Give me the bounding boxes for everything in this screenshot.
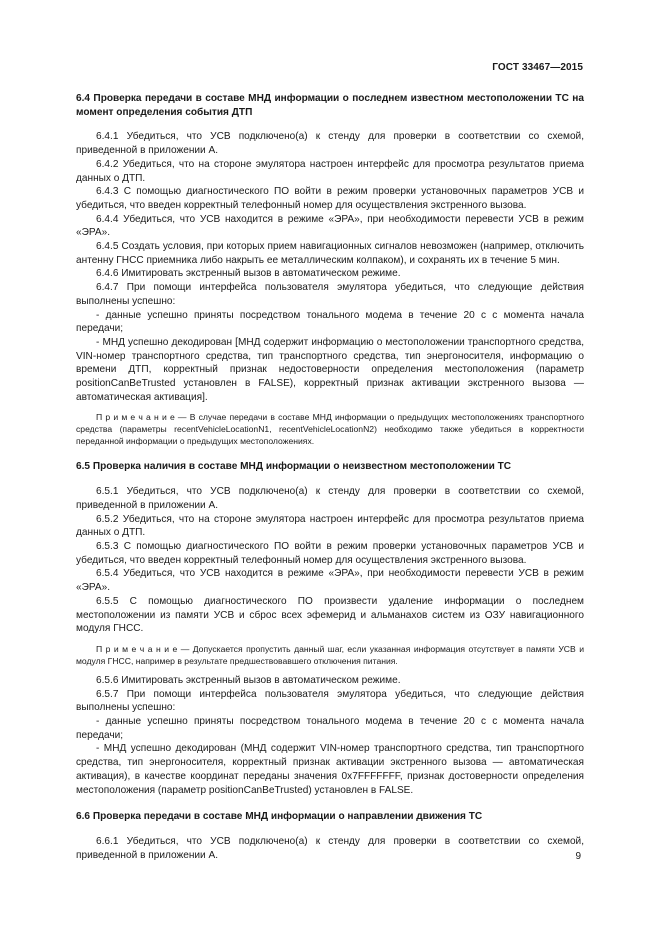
- paragraph-6-4-2: 6.4.2 Убедиться, что на стороне эмулятора настроен интерфейс для просмотра результатов приема данных о ДТП.: [76, 158, 584, 184]
- section-6-5-title: 6.5 Проверка наличия в составе МНД информации о неизвестном местоположении ТС: [76, 461, 512, 473]
- page-number: 9: [575, 851, 581, 862]
- paragraph-6-4-7: 6.4.7 При помощи интерфейса пользователя эмулятора убедиться, что следующие действия выполнены успешно:: [76, 282, 584, 307]
- paragraph-6-4-7-item-1: - данные успешно приняты посредством тонального модема в течение 20 с с момента начала передачи;: [76, 309, 584, 335]
- document-code: ГОСТ 33467—2015: [492, 62, 583, 73]
- note-6-4: П р и м е ч а н и е — В случае передачи в составе МНД информации о предыдущих местоположениях транспортного средства (параметры recentVehicleLocationN1, recentVehicleLocationN2) необходимо также убедиться в корректности переданной информации о предыдущих местоположениях.: [76, 412, 584, 447]
- section-6-6-title: 6.6 Проверка передачи в составе МНД информации о направлении движения ТС: [76, 811, 483, 823]
- paragraph-6-6-1: 6.6.1 Убедиться, что УСВ подключено(а) к стенду для проверки в соответствии со схемой, приведенной в приложении А.: [76, 835, 584, 861]
- paragraph-6-5-4: 6.5.4 Убедиться, что УСВ находится в режиме «ЭРА», при необходимости перевести УСВ в режим «ЭРА».: [76, 568, 584, 594]
- paragraph-6-5-7: 6.5.7 При помощи интерфейса пользователя эмулятора убедиться, что следующие действия выполнены успешно:: [76, 688, 584, 714]
- paragraph-6-5-6: 6.5.6 Имитировать экстренный вызов в автоматическом режиме.: [96, 674, 401, 686]
- paragraph-6-5-2: 6.5.2 Убедиться, что на стороне эмулятора настроен интерфейс для просмотра результатов приема данных о ДТП.: [76, 513, 584, 539]
- paragraph-6-4-5: 6.4.5 Создать условия, при которых прием навигационных сигналов невозможен (например, отключить антенну ГНСС приемника либо накрыть ее металлическим колпаком), и сохранять их в течение 5 мин.: [76, 241, 584, 266]
- paragraph-6-4-6: 6.4.6 Имитировать экстренный вызов в автоматическом режиме.: [96, 268, 401, 280]
- paragraph-6-4-1: 6.4.1 Убедиться, что УСВ подключено(а) к стенду для проверки в соответствии со схемой, приведенной в приложении А.: [76, 131, 584, 157]
- paragraph-6-5-7-item-2: - МНД успешно декодирован (МНД содержит VIN-номер транспортного средства, тип транспортного средства, тип энергоносителя, корректный признак активации экстренного вызова — автоматическая активация), в качестве координат переданы значения 0x7FFFFFFF, признак достоверности определения местоположения (параметр positionCanBeTrusted) установлен в FALSE.: [76, 743, 584, 796]
- section-6-4-title: 6.4 Проверка передачи в составе МНД информации о последнем известном местоположении ТС на момент определения события ДТП: [76, 93, 584, 118]
- paragraph-6-5-5: 6.5.5 С помощью диагностического ПО произвести удаление информации о последнем местоположении из памяти УСВ и сброс всех эфемерид и альманахов систем из ОЗУ навигационного модуля ГНСС.: [76, 595, 584, 635]
- paragraph-6-4-3: 6.4.3 С помощью диагностического ПО войти в режим проверки установочных параметров УСВ и убедиться, что введен корректный телефонный номер для осуществления экстренного вызова.: [76, 186, 584, 211]
- note-6-5: П р и м е ч а н и е — Допускается пропустить данный шаг, если указанная информация отсутствует в памяти УСВ и модуля ГНСС, например в результате предшествовавшего отключения питания.: [76, 643, 584, 666]
- document-body: [76, 92, 584, 862]
- paragraph-6-4-4: 6.4.4 Убедиться, что УСВ находится в режиме «ЭРА», при необходимости перевести УСВ в режим «ЭРА».: [76, 213, 584, 239]
- paragraph-6-5-3: 6.5.3 С помощью диагностического ПО войти в режим проверки установочных параметров УСВ и убедиться, что введен корректный телефонный номер для осуществления экстренного вызова.: [76, 540, 584, 566]
- paragraph-6-4-7-item-2: - МНД успешно декодирован [МНД содержит информацию о местоположении транспортного средства, VIN-номер транспортного средства, тип транспортного средства, тип энергоносителя, информацию о времени ДТП, корректный признак недостоверности определения местоположения (параметр positionCanBeTrusted установлен в FALSE), корректный признак активации экстренного вызова — автоматическая активация].: [76, 336, 584, 403]
- paragraph-6-5-7-item-1: - данные успешно приняты посредством тонального модема в течение 20 с с момента начала передачи;: [76, 716, 584, 741]
- paragraph-6-5-1: 6.5.1 Убедиться, что УСВ подключено(а) к стенду для проверки в соответствии со схемой, приведенной в приложении А.: [76, 486, 584, 511]
